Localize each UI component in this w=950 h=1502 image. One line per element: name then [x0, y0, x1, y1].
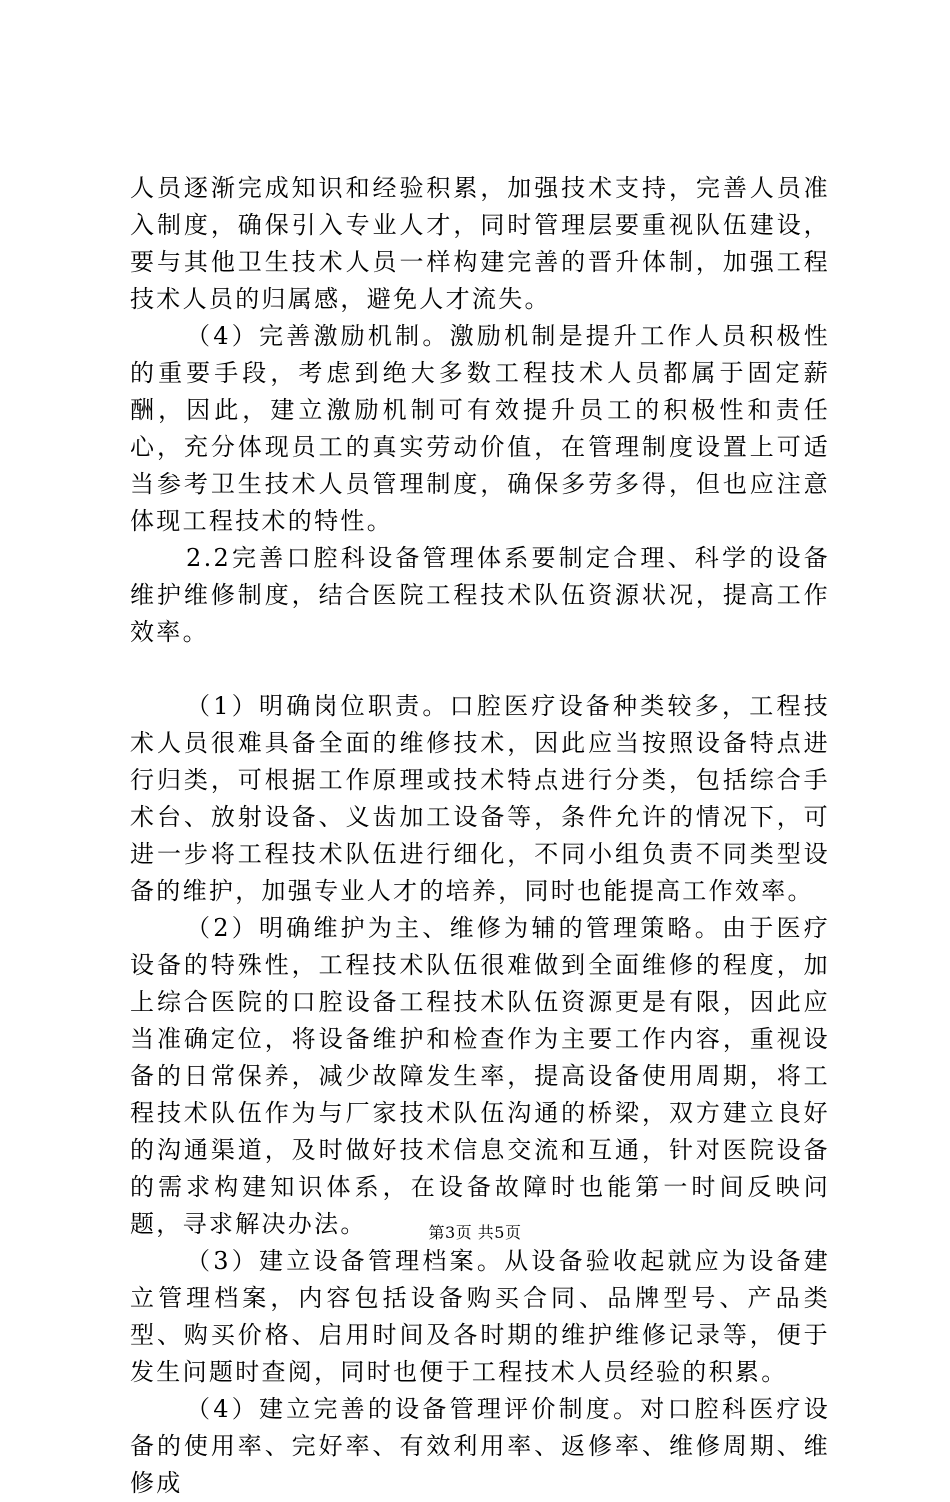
paragraph-evaluation-system: （4）建立完善的设备管理评价制度。对口腔科医疗设备的使用率、完好率、有效利用率、返修率、维修周期、维修成: [130, 1395, 830, 1497]
paragraph-equipment-archive: （3）建立设备管理档案。从设备验收起就应为设备建立管理档案，内容包括设备购买合同、品牌型号、产品类型、购买价格、启用时间及各时期的维护维修记录等，便于发生问题时查阅，同时也便于工程技术人员经验的积累。: [130, 1247, 830, 1386]
document-body: [130, 170, 830, 1502]
paragraph-continuation: 人员逐渐完成知识和经验积累，加强技术支持，完善人员准入制度，确保引入专业人才，同时管理层要重视队伍建设，要与其他卫生技术人员一样构建完善的晋升体制，加强工程技术人员的归属感，避免人才流失。: [130, 174, 830, 313]
paragraph-maintenance-strategy: （2）明确维护为主、维修为辅的管理策略。由于医疗设备的特殊性，工程技术队伍很难做到全面维修的程度，加上综合医院的口腔设备工程技术队伍资源更是有限，因此应当准确定位，将设备维护和检查作为主要工作内容，重视设备的日常保养，减少故障发生率，提高设备使用周期，将工程技术队伍作为与厂家技术队伍沟通的桥梁，双方建立良好的沟通渠道，及时做好技术信息交流和互通，针对医院设备的需求构建知识体系，在设备故障时也能第一时间反映问题，寻求解决办法。: [130, 914, 830, 1238]
page-footer: 第3页 共5页: [428, 1223, 522, 1242]
paragraph-incentive-mechanism: （4）完善激励机制。激励机制是提升工作人员积极性的重要手段，考虑到绝大多数工程技术人员都属于固定薪酬，因此，建立激励机制可有效提升员工的积极性和责任心，充分体现员工的真实劳动价值，在管理制度设置上可适当参考卫生技术人员管理制度，确保多劳多得，但也应注意体现工程技术的特性。: [130, 322, 830, 535]
paragraph-job-responsibilities: （1）明确岗位职责。口腔医疗设备种类较多，工程技术人员很难具备全面的维修技术，因此应当按照设备特点进行归类，可根据工作原理或技术特点进行分类，包括综合手术台、放射设备、义齿加工设备等，条件允许的情况下，可进一步将工程技术队伍进行细化，不同小组负责不同类型设备的维护，加强专业人才的培养，同时也能提高工作效率。: [130, 692, 830, 905]
paragraph-section-2-2: 2.2完善口腔科设备管理体系要制定合理、科学的设备维护维修制度，结合医院工程技术队伍资源状况，提高工作效率。: [130, 544, 830, 646]
